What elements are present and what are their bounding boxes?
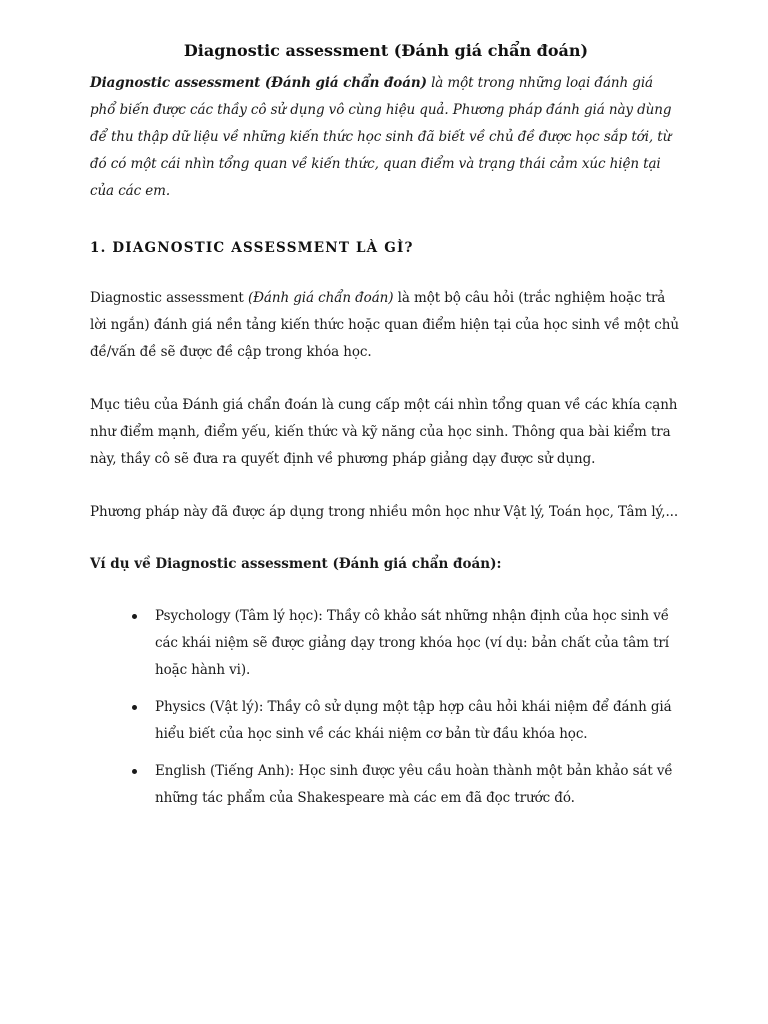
list-item [90, 603, 682, 684]
document-page [90, 40, 682, 822]
examples-heading: Ví dụ về Diagnostic assessment (Đánh giá chẩn đoán): [90, 556, 502, 572]
definition-text: là một bộ câu hỏi (trắc nghiệm hoặc trả lời ngắn) đánh giá nền tảng kiến thức hoặc quan điểm hiện tại của học sinh về một chủ đề/vấn đề sẽ được đề cập trong khóa học. [90, 290, 679, 360]
definition-paragraph [90, 285, 682, 366]
list-item-text: English (Tiếng Anh): Học sinh được yêu cầu hoàn thành một bản khảo sát về những tác phẩm của Shakespeare mà các em đã đọc trước đó. [155, 763, 673, 806]
bullet-icon [132, 705, 137, 710]
list-item-text: Physics (Vật lý): Thầy cô sử dụng một tập hợp câu hỏi khái niệm để đánh giá hiểu biết của học sinh về các khái niệm cơ bản từ đầu khóa học. [155, 699, 672, 742]
examples-list [90, 603, 682, 812]
intro-bold-term: Diagnostic assessment (Đánh giá chẩn đoán) [90, 75, 427, 91]
list-item [90, 758, 682, 812]
list-item [90, 694, 682, 748]
list-item-text: Psychology (Tâm lý học): Thầy cô khảo sát những nhận định của học sinh về các khái niệm sẽ được giảng dạy trong khóa học (ví dụ: bản chất của tâm trí hoặc hành vi). [155, 608, 669, 678]
bullet-icon [132, 614, 137, 619]
subjects-paragraph: Phương pháp này đã được áp dụng trong nhiều môn học như Vật lý, Toán học, Tâm lý,... [90, 504, 679, 520]
goal-paragraph: Mục tiêu của Đánh giá chẩn đoán là cung cấp một cái nhìn tổng quan về các khía cạnh như điểm mạnh, điểm yếu, kiến thức và kỹ năng của học sinh. Thông qua bài kiểm tra này, thầy cô sẽ đưa ra quyết định về phương pháp giảng dạy được sử dụng. [90, 397, 678, 467]
intro-paragraph [90, 70, 682, 205]
intro-text: là một trong những loại đánh giá phổ biến được các thầy cô sử dụng vô cùng hiệu quả. Phương pháp đánh giá này dùng để thu thập dữ liệu về những kiến thức học sinh đã biết về chủ đề được học sắp tới, từ đó có một cái nhìn tổng quan về kiến thức, quan điểm và trạng thái cảm xúc hiện tại của các em. [90, 75, 672, 199]
document-title: Diagnostic assessment (Đánh giá chẩn đoán) [183, 41, 589, 60]
bullet-icon [132, 769, 137, 774]
definition-lead: Diagnostic assessment [90, 290, 248, 306]
section-heading: 1. DIAGNOSTIC ASSESSMENT LÀ GÌ? [90, 240, 414, 256]
definition-italic-term: (Đánh giá chẩn đoán) [247, 290, 394, 306]
